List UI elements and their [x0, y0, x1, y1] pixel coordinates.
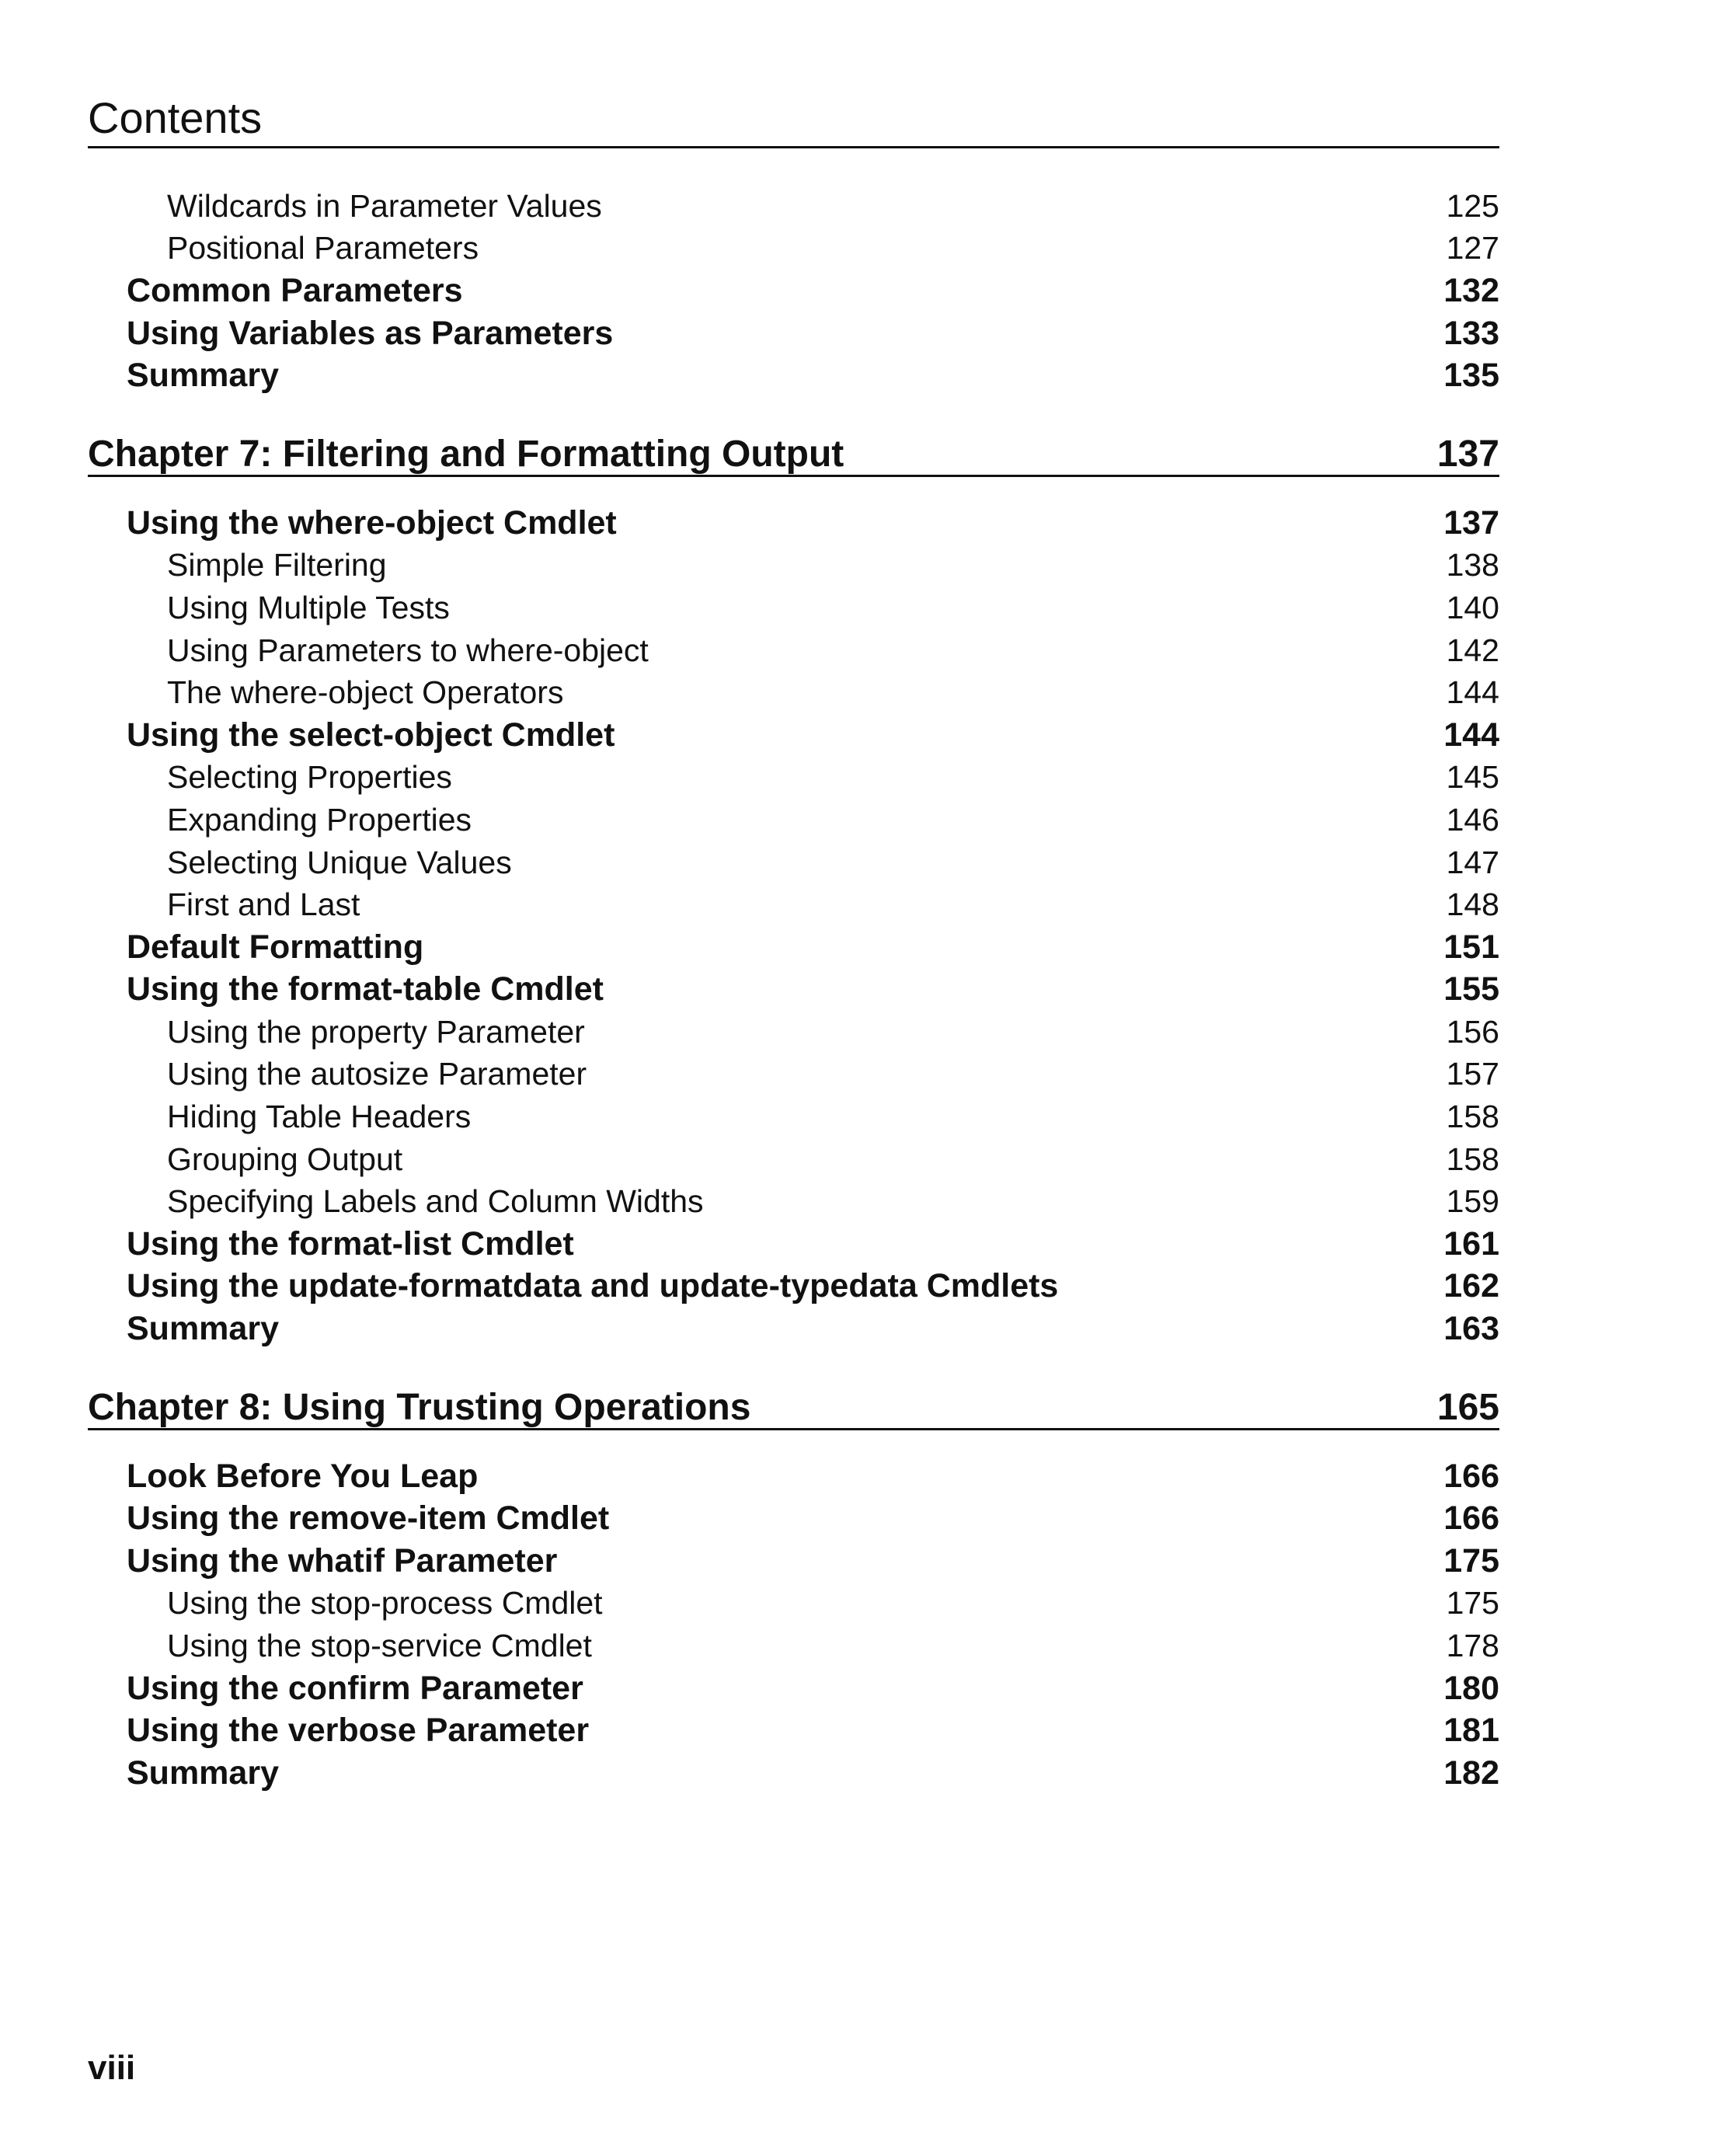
- toc-entry-label: Using the format-table Cmdlet: [127, 970, 604, 1008]
- toc-entry-page-number: 147: [1446, 844, 1499, 880]
- toc-entry-label: First and Last: [167, 886, 360, 923]
- toc-entry-label: Using the where-object Cmdlet: [127, 503, 617, 542]
- toc-chapter-entries: [88, 502, 1499, 1350]
- toc-subsection-entry[interactable]: [88, 799, 1499, 841]
- toc-chapter-heading[interactable]: [88, 1381, 1499, 1430]
- toc-entry-label: Using the autosize Parameter: [167, 1056, 587, 1092]
- toc-entry-page-number: 175: [1446, 1585, 1499, 1621]
- toc-section-entry[interactable]: [88, 1752, 1499, 1795]
- toc-subsection-entry[interactable]: [88, 1011, 1499, 1054]
- page-title: Contents: [88, 93, 263, 142]
- toc-entry-page-number: 127: [1446, 230, 1499, 266]
- toc-entry-page-number: 162: [1443, 1267, 1499, 1305]
- toc-entry-page-number: 144: [1443, 716, 1499, 754]
- toc-entry-page-number: 132: [1443, 271, 1499, 309]
- toc-entry-label: Using Parameters to where-object: [167, 632, 649, 668]
- toc-entry-page-number: 157: [1446, 1056, 1499, 1092]
- toc-subsection-entry[interactable]: [88, 587, 1499, 629]
- toc-section-entry[interactable]: [88, 312, 1499, 355]
- toc-entry-label: The where-object Operators: [167, 674, 564, 711]
- toc-entry-page-number: 145: [1446, 759, 1499, 796]
- toc-entry-label: Expanding Properties: [167, 801, 472, 838]
- toc-entry-page-number: 161: [1443, 1224, 1499, 1263]
- toc-section-entry[interactable]: [88, 1497, 1499, 1540]
- toc-entry-label: Using the verbose Parameter: [127, 1712, 590, 1750]
- toc-subsection-entry[interactable]: [88, 545, 1499, 587]
- toc-entry-page-number: 144: [1446, 674, 1499, 711]
- toc-chapter-entries: [88, 1455, 1499, 1795]
- toc-section-entry[interactable]: [88, 1266, 1499, 1308]
- toc-section-entry[interactable]: [88, 502, 1499, 545]
- toc-entry-label: Using Variables as Parameters: [127, 314, 614, 352]
- toc-entry-page-number: 137: [1443, 503, 1499, 542]
- toc-subsection-entry[interactable]: [88, 841, 1499, 884]
- toc-subsection-entry[interactable]: [88, 757, 1499, 799]
- chapter-title: Chapter 8: Using Trusting Operations: [88, 1386, 751, 1428]
- toc-entry-label: Positional Parameters: [167, 230, 479, 266]
- toc-entry-label: Summary: [127, 1754, 279, 1792]
- toc-subsection-entry[interactable]: [88, 185, 1499, 228]
- toc-subsection-entry[interactable]: [88, 1054, 1499, 1096]
- toc-subsection-entry[interactable]: [88, 1625, 1499, 1667]
- toc-entry-page-number: 181: [1443, 1712, 1499, 1750]
- toc-section-entry[interactable]: [88, 270, 1499, 312]
- toc-subsection-entry[interactable]: [88, 1583, 1499, 1625]
- toc-entry-label: Summary: [127, 357, 279, 395]
- toc-entry-label: Common Parameters: [127, 271, 463, 309]
- toc-entry-label: Look Before You Leap: [127, 1457, 479, 1495]
- toc-subsection-entry[interactable]: [88, 228, 1499, 270]
- table-of-contents: [88, 185, 1499, 1795]
- toc-entry-label: Simple Filtering: [167, 547, 387, 583]
- toc-entry-page-number: 175: [1443, 1541, 1499, 1580]
- toc-entry-page-number: 182: [1443, 1754, 1499, 1792]
- toc-subsection-entry[interactable]: [88, 883, 1499, 926]
- toc-entry-page-number: 158: [1446, 1141, 1499, 1177]
- chapter-page-number: 165: [1436, 1386, 1499, 1428]
- toc-entry-page-number: 133: [1443, 314, 1499, 352]
- toc-entry-label: Wildcards in Parameter Values: [167, 187, 602, 224]
- toc-entry-label: Hiding Table Headers: [167, 1099, 472, 1135]
- toc-entry-label: Using the stop-process Cmdlet: [167, 1585, 603, 1621]
- toc-entry-label: Using the confirm Parameter: [127, 1669, 583, 1707]
- toc-entry-page-number: 155: [1443, 970, 1499, 1008]
- toc-entry-page-number: 178: [1446, 1628, 1499, 1664]
- toc-subsection-entry[interactable]: [88, 629, 1499, 672]
- toc-entry-label: Using the remove-item Cmdlet: [127, 1499, 610, 1538]
- toc-subsection-entry[interactable]: [88, 1138, 1499, 1181]
- toc-subsection-entry[interactable]: [88, 1095, 1499, 1138]
- toc-entry-page-number: 138: [1446, 547, 1499, 583]
- toc-entry-label: Default Formatting: [127, 928, 424, 966]
- toc-section-entry[interactable]: [88, 1540, 1499, 1583]
- toc-entry-page-number: 166: [1443, 1457, 1499, 1495]
- toc-section-entry[interactable]: [88, 1455, 1499, 1498]
- toc-entry-label: Using the property Parameter: [167, 1013, 585, 1050]
- toc-entry-label: Summary: [127, 1310, 279, 1348]
- toc-intro-entries: [88, 185, 1499, 397]
- toc-entry-label: Using Multiple Tests: [167, 589, 450, 625]
- toc-entry-label: Selecting Unique Values: [167, 844, 512, 880]
- toc-entry-page-number: 180: [1443, 1669, 1499, 1707]
- toc-subsection-entry[interactable]: [88, 1180, 1499, 1223]
- chapter-title: Chapter 7: Filtering and Formatting Output: [88, 433, 844, 475]
- toc-entry-page-number: 125: [1446, 187, 1499, 224]
- toc-entry-page-number: 158: [1446, 1099, 1499, 1135]
- toc-entry-label: Specifying Labels and Column Widths: [167, 1183, 704, 1220]
- toc-section-entry[interactable]: [88, 1308, 1499, 1350]
- toc-entry-page-number: 151: [1443, 928, 1499, 966]
- toc-entry-page-number: 135: [1443, 357, 1499, 395]
- toc-entry-page-number: 163: [1443, 1310, 1499, 1348]
- toc-section-entry[interactable]: [88, 1709, 1499, 1752]
- toc-entry-page-number: 148: [1446, 886, 1499, 923]
- toc-chapter-heading[interactable]: [88, 428, 1499, 477]
- toc-entry-label: Grouping Output: [167, 1141, 403, 1177]
- toc-section-entry[interactable]: [88, 714, 1499, 757]
- page-number: viii: [88, 2049, 136, 2087]
- toc-entry-page-number: 146: [1446, 801, 1499, 838]
- toc-entry-page-number: 159: [1446, 1183, 1499, 1220]
- toc-subsection-entry[interactable]: [88, 671, 1499, 714]
- toc-entry-label: Using the stop-service Cmdlet: [167, 1628, 592, 1664]
- toc-entry-label: Using the whatif Parameter: [127, 1541, 558, 1580]
- toc-section-entry[interactable]: [88, 969, 1499, 1012]
- toc-entry-label: Using the format-list Cmdlet: [127, 1224, 574, 1263]
- toc-entry-label: Selecting Properties: [167, 759, 452, 796]
- toc-entry-label: Using the select-object Cmdlet: [127, 716, 615, 754]
- toc-entry-page-number: 156: [1446, 1013, 1499, 1050]
- toc-entry-page-number: 140: [1446, 589, 1499, 625]
- toc-entry-label: Using the update-formatdata and update-typedata Cmdlets: [127, 1267, 1059, 1305]
- running-header: [88, 85, 1499, 148]
- toc-section-entry[interactable]: [88, 1223, 1499, 1266]
- toc-section-entry[interactable]: [88, 354, 1499, 397]
- toc-section-entry[interactable]: [88, 926, 1499, 969]
- toc-entry-page-number: 142: [1446, 632, 1499, 668]
- toc-entry-page-number: 166: [1443, 1499, 1499, 1538]
- chapter-page-number: 137: [1436, 433, 1499, 475]
- toc-section-entry[interactable]: [88, 1667, 1499, 1710]
